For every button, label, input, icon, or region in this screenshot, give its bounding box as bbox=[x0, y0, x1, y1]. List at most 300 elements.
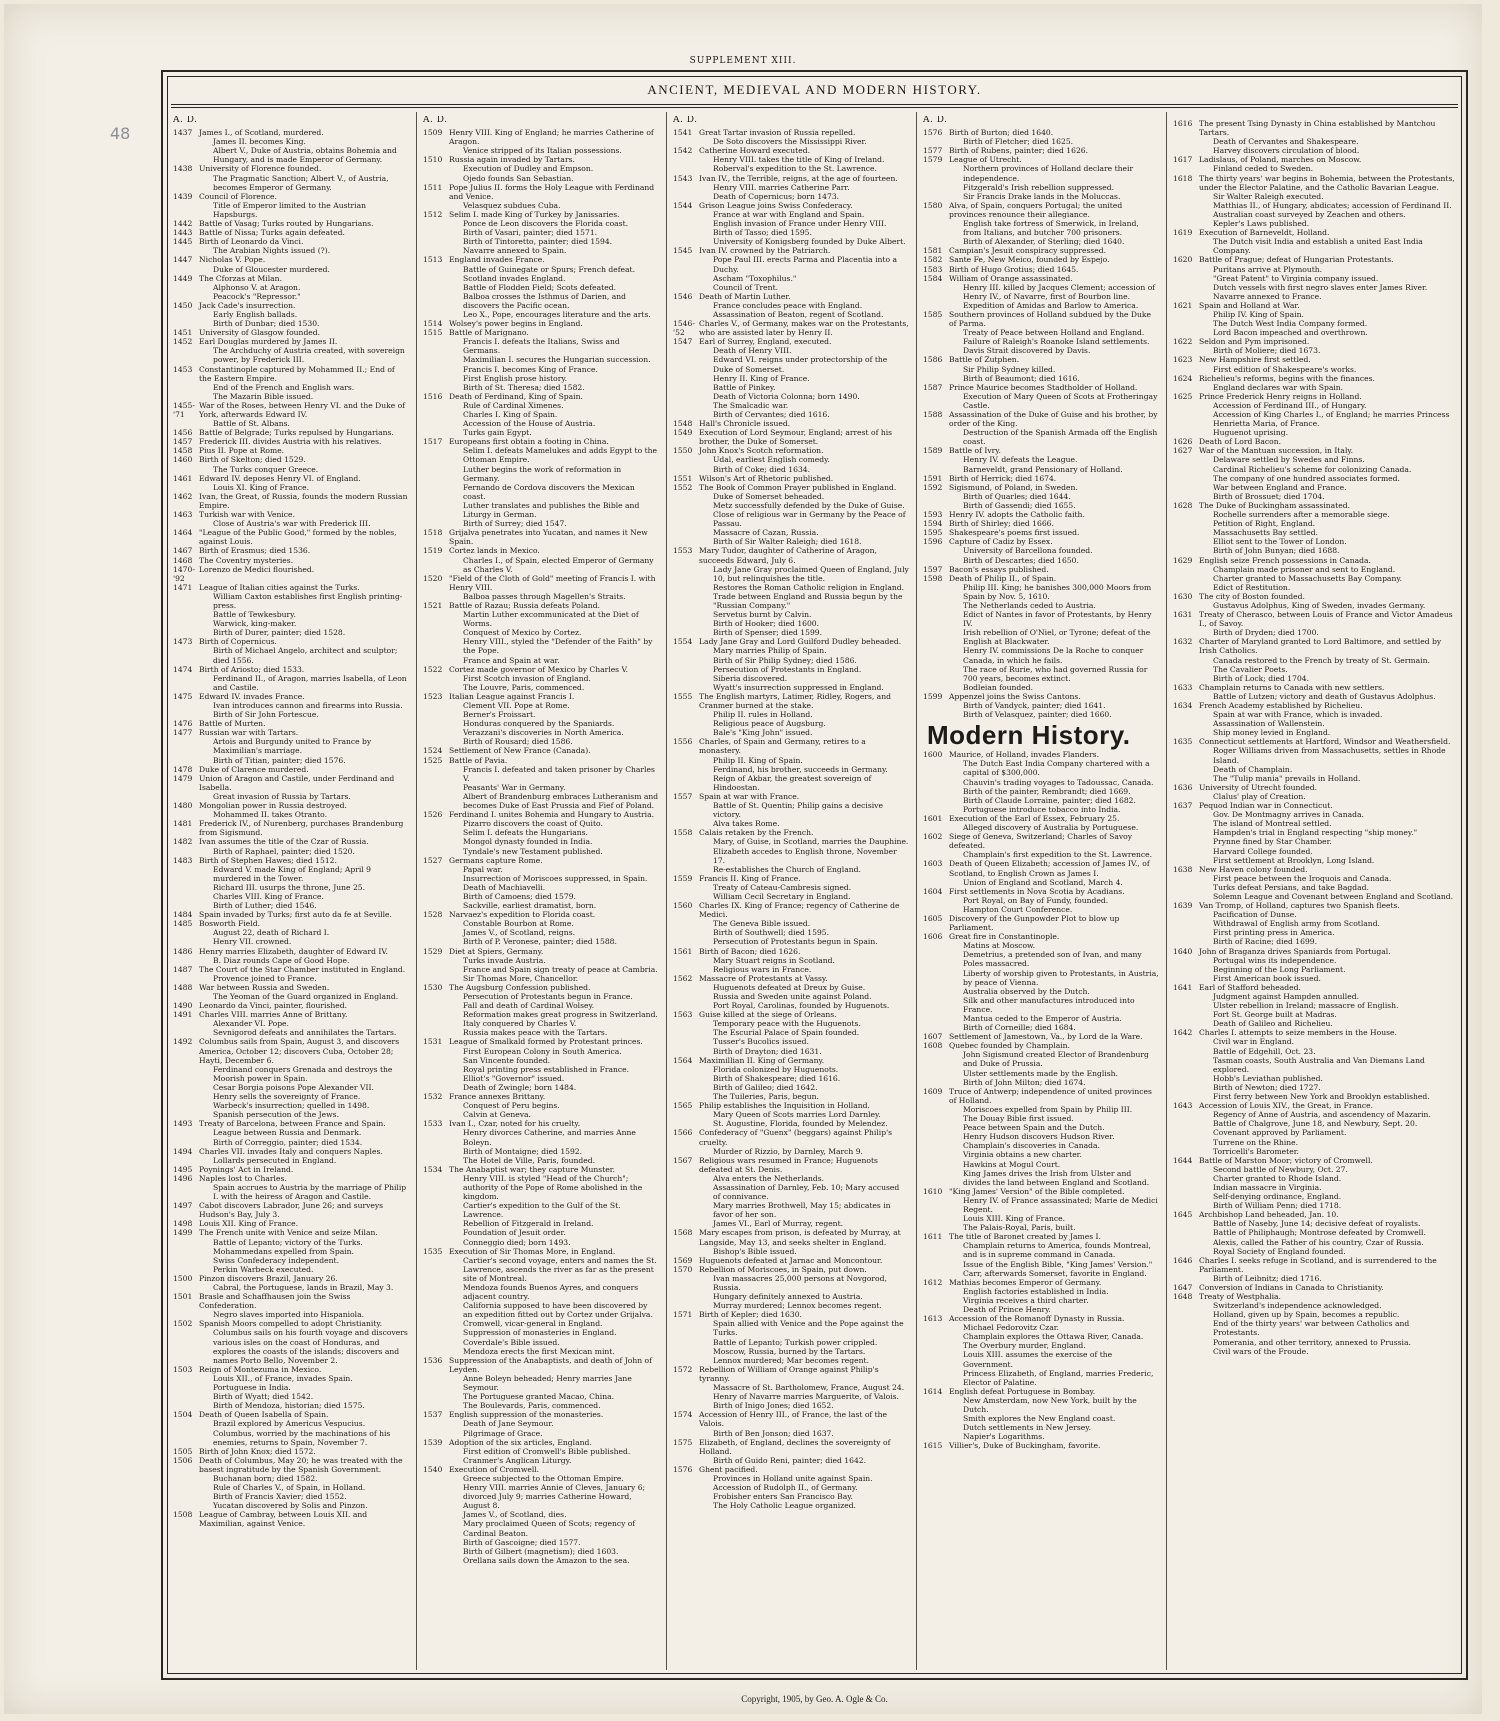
entry-text: First Scotch invasion of England. bbox=[463, 673, 591, 683]
history-entry bbox=[673, 719, 909, 728]
entry-text: Constantinople captured by Mohammed II.; End of the Eastern Empire. bbox=[199, 364, 395, 383]
history-entry bbox=[173, 910, 409, 919]
entry-text: Mary marries Philip of Spain. bbox=[713, 646, 827, 656]
history-entry bbox=[1173, 201, 1457, 210]
entry-text: Spain invaded by Turks; first auto da fe at Seville. bbox=[199, 910, 392, 920]
history-entry bbox=[923, 492, 1159, 501]
history-entry bbox=[1173, 1319, 1457, 1337]
entry-text: First peace between the Iroquois and Canada. bbox=[1213, 873, 1392, 883]
entry-year: 1594 bbox=[923, 519, 943, 529]
history-entry bbox=[673, 1456, 909, 1465]
history-entry bbox=[673, 355, 909, 373]
entry-text: Philip establishes the Inquisition in Holland. bbox=[699, 1101, 870, 1111]
history-entry bbox=[423, 1092, 659, 1101]
entry-text: The Archduchy of Austria created, with sovereign power, by Frederick III. bbox=[213, 346, 405, 365]
history-entry bbox=[1173, 746, 1457, 764]
entry-text: Treaty of Barcelona, between France and Spain. bbox=[199, 1119, 386, 1129]
history-entry bbox=[673, 410, 909, 419]
entry-year bbox=[1173, 1074, 1199, 1083]
entry-text: William Cecil Secretary in England. bbox=[713, 891, 851, 901]
entry-text: Conquest of Peru begins. bbox=[463, 1101, 560, 1111]
history-entry bbox=[1173, 319, 1457, 328]
history-entry bbox=[1173, 583, 1457, 592]
entry-text: Sir Philip Sydney killed. bbox=[963, 364, 1056, 374]
history-entry bbox=[423, 419, 659, 428]
history-entry bbox=[923, 1214, 1159, 1223]
history-entry bbox=[173, 974, 409, 983]
entry-text: Ulster rebellion in Ireland; massacre of English. bbox=[1213, 1001, 1399, 1011]
entry-text: Persecution of Protestants begun in Spain. bbox=[713, 937, 878, 947]
history-entry bbox=[173, 1010, 409, 1019]
entry-year: 1575 bbox=[673, 1437, 693, 1447]
entry-year bbox=[1173, 746, 1199, 764]
entry-text: Gustavus Adolphus, King of Sweden, invades Germany. bbox=[1213, 600, 1426, 610]
entry-year bbox=[423, 1374, 449, 1392]
history-entry bbox=[673, 1092, 909, 1101]
entry-text: Settlement of New France (Canada). bbox=[449, 746, 591, 756]
history-entry bbox=[673, 974, 909, 983]
entry-text: Conquest of Mexico by Cortez. bbox=[463, 628, 582, 638]
history-entry bbox=[1173, 737, 1457, 746]
entry-text: Quebec founded by Champlain. bbox=[949, 1041, 1070, 1051]
entry-year bbox=[673, 956, 699, 965]
entry-year bbox=[673, 1147, 699, 1156]
entry-year bbox=[673, 219, 699, 228]
entry-year: 1558 bbox=[673, 828, 693, 838]
entry-year bbox=[923, 1269, 949, 1278]
history-entry bbox=[673, 883, 909, 892]
history-entry bbox=[423, 519, 659, 528]
history-entry bbox=[423, 292, 659, 310]
history-entry bbox=[423, 892, 659, 901]
entry-year bbox=[923, 610, 949, 628]
history-entry bbox=[923, 265, 1159, 274]
entry-text: San Vincente founded. bbox=[463, 1055, 551, 1065]
entry-year bbox=[923, 850, 949, 859]
entry-text: New Haven colony founded. bbox=[1199, 864, 1308, 874]
history-entry bbox=[173, 1447, 409, 1456]
entry-text: Death of Lord Bacon. bbox=[1199, 437, 1282, 447]
entry-year bbox=[173, 847, 199, 856]
entry-text: Matins at Moscow. bbox=[963, 941, 1036, 951]
entry-year: 1463 bbox=[173, 510, 193, 520]
entry-year bbox=[423, 1419, 449, 1428]
entry-text: New Amsterdam, now New York, built by the Dutch. bbox=[963, 1395, 1137, 1415]
entry-text: Alexander VI. Pope. bbox=[213, 1019, 289, 1029]
entry-year bbox=[1173, 428, 1199, 437]
history-entry bbox=[923, 969, 1159, 987]
entry-text: Mathias becomes Emperor of Germany. bbox=[949, 1277, 1102, 1287]
entry-year bbox=[1173, 1347, 1199, 1356]
entry-year bbox=[423, 674, 449, 683]
entry-year bbox=[1173, 937, 1199, 946]
history-entry bbox=[923, 987, 1159, 996]
entry-text: Cranmer's Anglican Liturgy. bbox=[463, 1455, 572, 1465]
history-entry bbox=[923, 546, 1159, 555]
history-entry bbox=[423, 1356, 659, 1374]
entry-text: Birth of Cervantes; died 1616. bbox=[713, 410, 830, 419]
history-entry bbox=[423, 1447, 659, 1456]
entry-year bbox=[673, 710, 699, 719]
entry-year bbox=[173, 974, 199, 983]
entry-year bbox=[423, 428, 449, 437]
entry-year bbox=[923, 301, 949, 310]
history-entry bbox=[673, 737, 909, 755]
entry-year bbox=[673, 374, 699, 383]
entry-text: Charles IX. King of France; regency of Catherine de Medici. bbox=[699, 901, 900, 920]
entry-text: Mohammed II. takes Otranto. bbox=[213, 810, 327, 820]
history-entry bbox=[923, 1169, 1159, 1187]
entry-text: Conversion of Indians in Canada to Christianity. bbox=[1199, 1283, 1384, 1292]
entry-year: 1528 bbox=[423, 910, 443, 920]
entry-year: 1639 bbox=[1173, 901, 1193, 911]
history-entry bbox=[1173, 392, 1457, 401]
entry-year: 1484 bbox=[173, 910, 193, 920]
entry-text: First American book issued. bbox=[1213, 973, 1321, 983]
entry-year: 1568 bbox=[673, 1228, 693, 1238]
history-entry bbox=[423, 610, 659, 628]
entry-year: 1508 bbox=[173, 1510, 193, 1520]
entry-year bbox=[1173, 847, 1199, 856]
entry-text: Birth of Montaigne; died 1592. bbox=[463, 1146, 583, 1156]
entry-year bbox=[673, 183, 699, 192]
entry-year: 1593 bbox=[923, 510, 943, 520]
history-entry bbox=[423, 692, 659, 701]
entry-text: Ivan, the Great, of Russia, founds the modern Russian Empire. bbox=[199, 491, 408, 510]
entry-text: Battle of Edgehill, Oct. 23. bbox=[1213, 1046, 1316, 1056]
history-entry bbox=[673, 765, 909, 774]
entry-text: Sir Francis Drake lands in the Moluccas. bbox=[963, 191, 1121, 201]
history-entry bbox=[923, 1032, 1159, 1041]
entry-year bbox=[673, 1319, 699, 1337]
entry-year bbox=[923, 941, 949, 950]
history-entry bbox=[173, 528, 409, 546]
history-entry bbox=[1173, 928, 1457, 937]
history-entry bbox=[423, 164, 659, 173]
entry-year bbox=[423, 1028, 449, 1037]
entry-text: Birth of Newton; died 1727. bbox=[1213, 1082, 1321, 1092]
history-entry bbox=[923, 1132, 1159, 1141]
history-entry bbox=[923, 1223, 1159, 1232]
entry-text: Smith explores the New England coast. bbox=[963, 1414, 1116, 1424]
history-entry bbox=[1173, 465, 1457, 474]
history-entry bbox=[173, 665, 409, 674]
entry-text: The Anabaptist war; they capture Munster. bbox=[449, 1164, 615, 1174]
entry-year bbox=[673, 1292, 699, 1301]
entry-text: The Escurial Palace of Spain founded. bbox=[713, 1028, 860, 1038]
history-entry bbox=[673, 1356, 909, 1365]
entry-text: Battle of Razau; Russia defeats Poland. bbox=[449, 600, 600, 610]
entry-year bbox=[423, 265, 449, 274]
entry-text: Mendoza erects the first Mexican mint. bbox=[463, 1346, 615, 1356]
entry-year bbox=[923, 1287, 949, 1296]
history-entry bbox=[673, 947, 909, 956]
entry-text: "League of the Public Good," formed by the nobles, against Louis. bbox=[199, 528, 397, 547]
entry-year bbox=[423, 937, 449, 946]
entry-year bbox=[1173, 674, 1199, 683]
entry-year: 1606 bbox=[923, 932, 943, 942]
entry-text: Truce of Antwerp; independence of united provinces of Holland. bbox=[949, 1086, 1152, 1105]
entry-text: Birth of Drayton; died 1631. bbox=[713, 1046, 822, 1056]
entry-text: Civil wars of the Froude. bbox=[1213, 1346, 1309, 1356]
entry-year: 1520 bbox=[423, 573, 443, 583]
entry-text: Birth of the painter, Rembrandt; died 1669. bbox=[963, 786, 1131, 796]
entry-text: Clalus' play of Creation. bbox=[1213, 791, 1306, 801]
entry-text: Suppression of monasteries in England. bbox=[463, 1328, 617, 1338]
entry-year bbox=[423, 1328, 449, 1337]
entry-year bbox=[673, 983, 699, 992]
entry-text: The Dutch West India Company formed. bbox=[1213, 319, 1368, 329]
entry-text: Negro slaves imported into Hispaniola. bbox=[213, 1310, 365, 1320]
history-entry bbox=[673, 847, 909, 865]
entry-year bbox=[423, 1174, 449, 1201]
history-entry bbox=[173, 546, 409, 555]
entry-text: De Soto discovers the Mississippi River. bbox=[713, 137, 867, 147]
entry-year: 1516 bbox=[423, 391, 443, 401]
entry-text: The island of Montreal settled. bbox=[1213, 819, 1332, 829]
entry-text: Battle of Pinkey. bbox=[713, 382, 776, 392]
entry-text: Issue of the English Bible, "King James' Version." bbox=[963, 1259, 1153, 1269]
entry-year: 1607 bbox=[923, 1032, 943, 1042]
entry-year bbox=[673, 1110, 699, 1119]
history-entry bbox=[673, 392, 909, 401]
entry-text: Louis XI. King of France. bbox=[213, 482, 310, 492]
entry-text: Rebellion of Moriscoes, in Spain, put down. bbox=[699, 1264, 867, 1274]
entry-text: James II. becomes King. bbox=[213, 137, 306, 147]
entry-year bbox=[923, 1069, 949, 1078]
history-entry bbox=[1173, 1174, 1457, 1183]
entry-text: Huguenots defeated at Jarnac and Moncontour. bbox=[699, 1255, 883, 1265]
history-entry bbox=[1173, 501, 1457, 510]
entry-text: Finland ceded to Sweden. bbox=[1213, 164, 1313, 174]
entry-text: Richelieu's reforms, begins with the finances. bbox=[1199, 373, 1375, 383]
column-divider bbox=[1166, 112, 1167, 1670]
entry-text: Turrene on the Rhine. bbox=[1213, 1137, 1299, 1147]
entry-year bbox=[423, 819, 449, 828]
history-entry bbox=[423, 1019, 659, 1028]
history-entry bbox=[673, 419, 909, 428]
entry-text: The French unite with Venice and seize Milan. bbox=[199, 1228, 378, 1238]
entry-year bbox=[423, 1447, 449, 1456]
entry-year: 1539 bbox=[423, 1437, 443, 1447]
entry-year bbox=[673, 1338, 699, 1347]
entry-text: Battle of Ivry. bbox=[949, 446, 1001, 456]
entry-year bbox=[423, 1201, 449, 1219]
entry-text: Louis XIII. assumes the exercise of the Government. bbox=[963, 1350, 1113, 1369]
history-entry bbox=[423, 1301, 659, 1319]
entry-year: 1580 bbox=[923, 200, 943, 210]
entry-year bbox=[423, 310, 449, 319]
history-entry bbox=[673, 1065, 909, 1074]
entry-year: 1535 bbox=[423, 1246, 443, 1256]
entry-text: Battle of Pavia. bbox=[449, 755, 508, 765]
history-entry bbox=[423, 1119, 659, 1128]
history-entry bbox=[173, 1092, 409, 1101]
history-entry bbox=[923, 796, 1159, 805]
history-entry bbox=[923, 310, 1159, 328]
history-entry bbox=[1173, 728, 1457, 737]
history-entry bbox=[923, 601, 1159, 610]
history-entry bbox=[673, 1201, 909, 1219]
entry-year bbox=[923, 501, 949, 510]
history-entry bbox=[173, 274, 409, 283]
entry-text: Buchanan born; died 1582. bbox=[213, 1473, 318, 1483]
entry-year: 1494 bbox=[173, 1146, 193, 1156]
entry-year: 1550 bbox=[673, 446, 693, 456]
entry-year: 1505 bbox=[173, 1446, 193, 1456]
history-entry bbox=[923, 905, 1159, 914]
entry-year bbox=[423, 228, 449, 237]
history-entry bbox=[923, 1105, 1159, 1114]
entry-year: 1488 bbox=[173, 982, 193, 992]
history-entry bbox=[923, 1423, 1159, 1432]
entry-text: Expedition of Amidas and Barlow to America. bbox=[963, 300, 1139, 310]
entry-year: 1576 bbox=[673, 1464, 693, 1474]
entry-year bbox=[923, 628, 949, 646]
entry-text: Failure of Raleigh's Roanoke Island settlements. bbox=[963, 337, 1150, 347]
history-entry bbox=[423, 1101, 659, 1110]
entry-year bbox=[923, 601, 949, 610]
entry-year: 1492 bbox=[173, 1037, 193, 1047]
entry-text: Birth of Spenser; died 1599. bbox=[713, 628, 823, 638]
entry-year bbox=[1173, 146, 1199, 155]
history-entry bbox=[673, 828, 909, 837]
history-entry bbox=[673, 1219, 909, 1228]
entry-year: 1449 bbox=[173, 273, 193, 283]
entry-text: Fitzgerald's Irish rebellion suppressed. bbox=[963, 182, 1115, 192]
entry-year: 1534 bbox=[423, 1164, 443, 1174]
history-entry bbox=[1173, 1338, 1457, 1347]
entry-year bbox=[923, 346, 949, 355]
column-divider bbox=[916, 112, 917, 1670]
entry-year bbox=[923, 337, 949, 346]
history-entry bbox=[173, 519, 409, 528]
history-entry bbox=[173, 1147, 409, 1156]
entry-text: Charles I., of Spain, elected Emperor of Germany as Charles V. bbox=[463, 555, 654, 574]
history-column-1 bbox=[173, 116, 409, 1670]
history-entry bbox=[423, 901, 659, 910]
entry-year bbox=[673, 801, 699, 819]
history-entry bbox=[1173, 301, 1457, 310]
history-entry bbox=[423, 401, 659, 410]
entry-text: Birth of Ariosto; died 1533. bbox=[199, 664, 305, 674]
entry-year bbox=[1173, 1110, 1199, 1119]
entry-text: Death of Henry VIII. bbox=[713, 346, 792, 356]
history-entry bbox=[673, 592, 909, 610]
history-entry bbox=[423, 1483, 659, 1510]
entry-year bbox=[173, 392, 199, 401]
history-entry bbox=[923, 887, 1159, 896]
history-entry bbox=[173, 1238, 409, 1247]
entry-year bbox=[1173, 410, 1199, 428]
entry-year bbox=[423, 446, 449, 464]
entry-text: The Book of Common Prayer published in England. bbox=[699, 482, 897, 492]
entry-year bbox=[423, 792, 449, 810]
entry-year bbox=[423, 1401, 449, 1410]
entry-year bbox=[173, 1501, 199, 1510]
history-entry bbox=[1173, 983, 1457, 992]
history-entry bbox=[673, 774, 909, 792]
entry-year bbox=[673, 865, 699, 874]
history-entry bbox=[173, 1483, 409, 1492]
history-entry bbox=[423, 683, 659, 692]
entry-text: Duke of Clarence murdered. bbox=[199, 764, 309, 774]
entry-text: Greece subjected to the Ottoman Empire. bbox=[463, 1473, 624, 1483]
entry-text: Treaty of Cateau-Cambresis signed. bbox=[713, 882, 852, 892]
entry-year bbox=[1173, 883, 1199, 892]
entry-year bbox=[923, 950, 949, 968]
entry-year: 1582 bbox=[923, 255, 943, 265]
history-entry bbox=[423, 319, 659, 328]
entry-text: Italy conquered by Charles V. bbox=[463, 1019, 577, 1029]
entry-year: 1560 bbox=[673, 901, 693, 911]
history-entry bbox=[923, 1441, 1159, 1450]
entry-text: Hawkins at Mogul Court. bbox=[963, 1159, 1061, 1169]
entry-year bbox=[923, 1132, 949, 1141]
history-entry bbox=[1173, 783, 1457, 792]
history-entry bbox=[1173, 774, 1457, 783]
entry-text: The Cforzas at Milan. bbox=[199, 273, 282, 283]
entry-text: Birth of Moliere; died 1673. bbox=[1213, 346, 1321, 356]
entry-text: Great fire in Constantinople. bbox=[949, 932, 1060, 942]
history-entry bbox=[173, 646, 409, 664]
history-entry bbox=[173, 1474, 409, 1483]
history-entry bbox=[923, 455, 1159, 464]
entry-text: Beginning of the Long Parliament. bbox=[1213, 964, 1346, 974]
entry-text: University of Florence founded. bbox=[199, 164, 322, 174]
entry-year bbox=[423, 355, 449, 364]
history-entry bbox=[1173, 856, 1457, 865]
history-entry bbox=[423, 1283, 659, 1301]
entry-year bbox=[923, 392, 949, 410]
entry-year bbox=[173, 310, 199, 319]
entry-text: Charles I. King of Spain. bbox=[463, 410, 558, 419]
entry-text: Settlement of Jamestown, Va., by Lord de la Ware. bbox=[949, 1032, 1143, 1042]
entry-year bbox=[923, 1023, 949, 1032]
entry-text: Death of Machiavelli. bbox=[463, 882, 546, 892]
entry-year bbox=[423, 1228, 449, 1237]
entry-year: 1531 bbox=[423, 1037, 443, 1047]
entry-text: Battle of Flodden Field; Scots defeated. bbox=[463, 282, 616, 292]
entry-text: Birth of Skelton; died 1529. bbox=[199, 455, 306, 465]
entry-text: Sackville, earliest dramatist, born. bbox=[463, 901, 597, 911]
entry-text: Ivan IV. crowned by the Patriarch. bbox=[699, 246, 831, 256]
history-entry bbox=[173, 446, 409, 455]
history-entry bbox=[173, 437, 409, 446]
entry-text: Siberia discovered. bbox=[713, 673, 788, 683]
entry-year bbox=[1173, 965, 1199, 974]
history-entry bbox=[673, 1301, 909, 1310]
entry-text: Turks gain Egypt. bbox=[463, 428, 532, 438]
entry-year bbox=[173, 419, 199, 428]
entry-text: Birth of Beaumont; died 1616. bbox=[963, 373, 1080, 383]
history-entry bbox=[673, 983, 909, 992]
entry-year: 1490 bbox=[173, 1001, 193, 1011]
entry-text: Warbeck's insurrection; quelled in 1498. bbox=[213, 1101, 370, 1111]
entry-year bbox=[673, 592, 699, 610]
entry-text: Spanish persecution of the Jews. bbox=[213, 1110, 339, 1120]
entry-year bbox=[423, 847, 449, 856]
entry-year bbox=[673, 455, 699, 464]
history-entry bbox=[173, 401, 409, 419]
entry-text: Maximillian II. King of Germany. bbox=[699, 1055, 825, 1065]
entry-year bbox=[423, 383, 449, 392]
entry-text: The Geneva Bible issued. bbox=[713, 919, 811, 929]
history-entry bbox=[673, 674, 909, 683]
history-entry bbox=[173, 1138, 409, 1147]
history-entry bbox=[923, 201, 1159, 219]
entry-text: Birth of Shakespeare; died 1616. bbox=[713, 1073, 841, 1083]
